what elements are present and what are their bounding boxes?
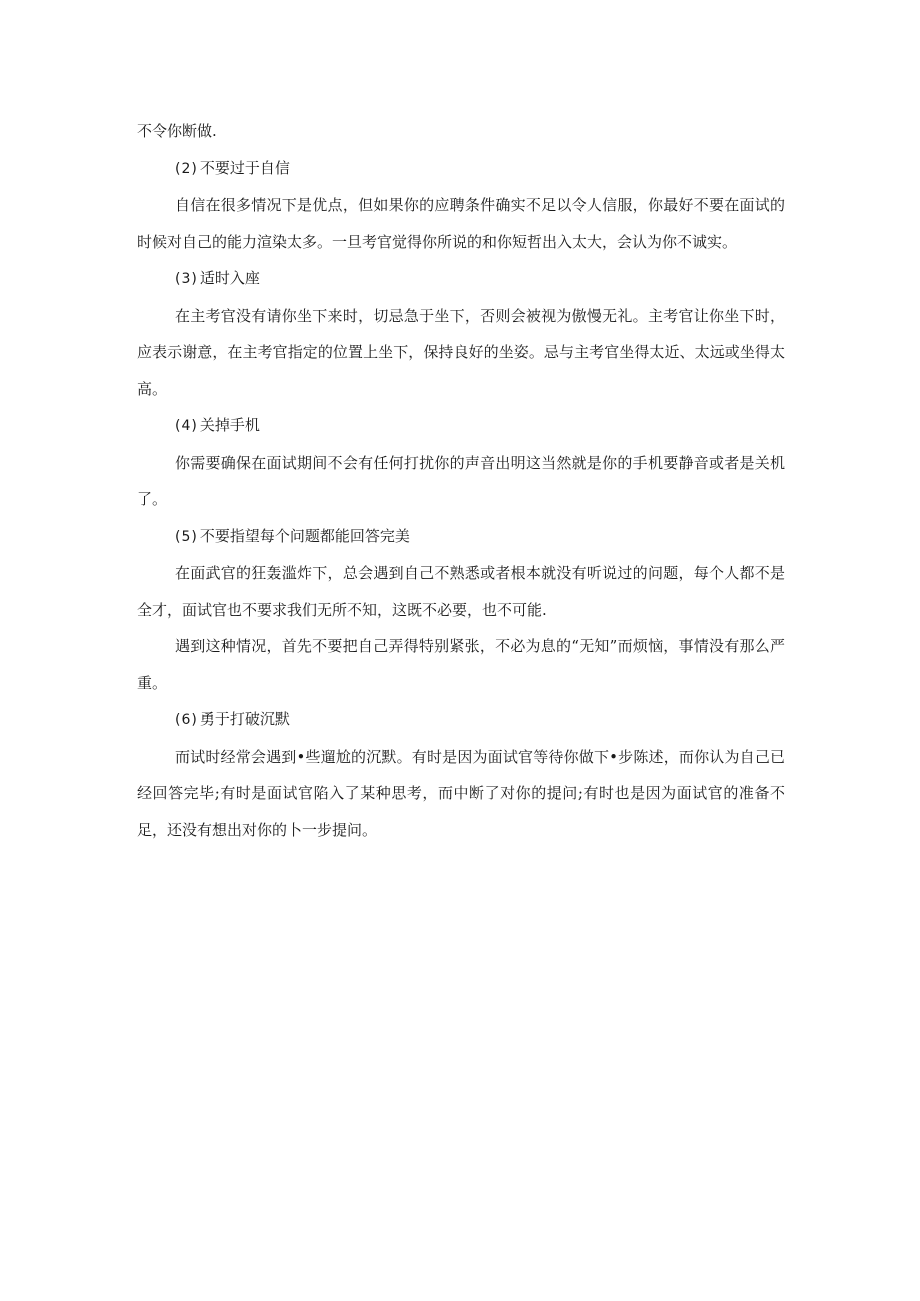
section-heading-5 <box>137 518 785 556</box>
paragraph: 自信在很多情况下是优点，但如果你的应聘条件确实不足以令人信服，你最好不要在面试的时候对自己的能力渲染太多。一旦考官觉得你所说的和你短哲出入太大，会认为你不诚实。 <box>137 196 785 251</box>
section-number: (2) <box>175 160 198 177</box>
section-heading-2 <box>137 150 785 188</box>
paragraph-continuation: 不令你断做. <box>137 122 217 140</box>
section-heading-4 <box>137 407 785 445</box>
section-title: 关掉手机 <box>199 416 260 434</box>
paragraph: 而试时经常会遇到•些遛尬的沉默。有时是因为面试官等待你做下•步陈述，而你认为自己已经回答完毕;有时是面试官陷入了某种思考，而中断了对你的提问;有时也是因为面试官的准备不足，还没有想出对你的卜一步提问。 <box>137 747 785 839</box>
section-heading-6 <box>137 701 785 739</box>
document-page <box>137 113 785 848</box>
paragraph: 在主考官没有请你坐下来时，切忌急于坐下，否则会被视为傲慢无礼。主考官让你坐下时，应表示谢意，在主考官指定的位置上坐下，保持良好的坐姿。忌与主考官坐得太近、太远或坐得太高。 <box>137 306 785 398</box>
paragraph: 遇到这种情况，首先不要把自己弄得特别紧张，不必为息的“无知”而烦恼，事情没有那么严重。 <box>137 637 785 692</box>
section-number: (4) <box>175 418 198 434</box>
paragraph: 你需要确保在面试期间不会有任何打扰你的声音出明这当然就是你的手机要静音或者是关机了。 <box>137 453 785 508</box>
paragraph: 在面武官的狂轰滥炸下，总会遇到自己不熟悉或者根本就没有听说过的问题，每个人都不是全才，面试官也不要求我们无所不知，这既不必要，也不可能. <box>137 564 785 619</box>
section-heading-3 <box>137 260 785 298</box>
section-title: 不要指望每个问题都能回答完美 <box>199 526 410 545</box>
section-title: 不要过于自信 <box>199 158 290 177</box>
section-number: (5) <box>175 528 198 545</box>
section-title: 适时入座 <box>199 269 260 287</box>
section-number: (3) <box>175 271 198 287</box>
section-title: 勇于打破沉默 <box>199 710 290 728</box>
section-number: (6) <box>175 712 198 728</box>
